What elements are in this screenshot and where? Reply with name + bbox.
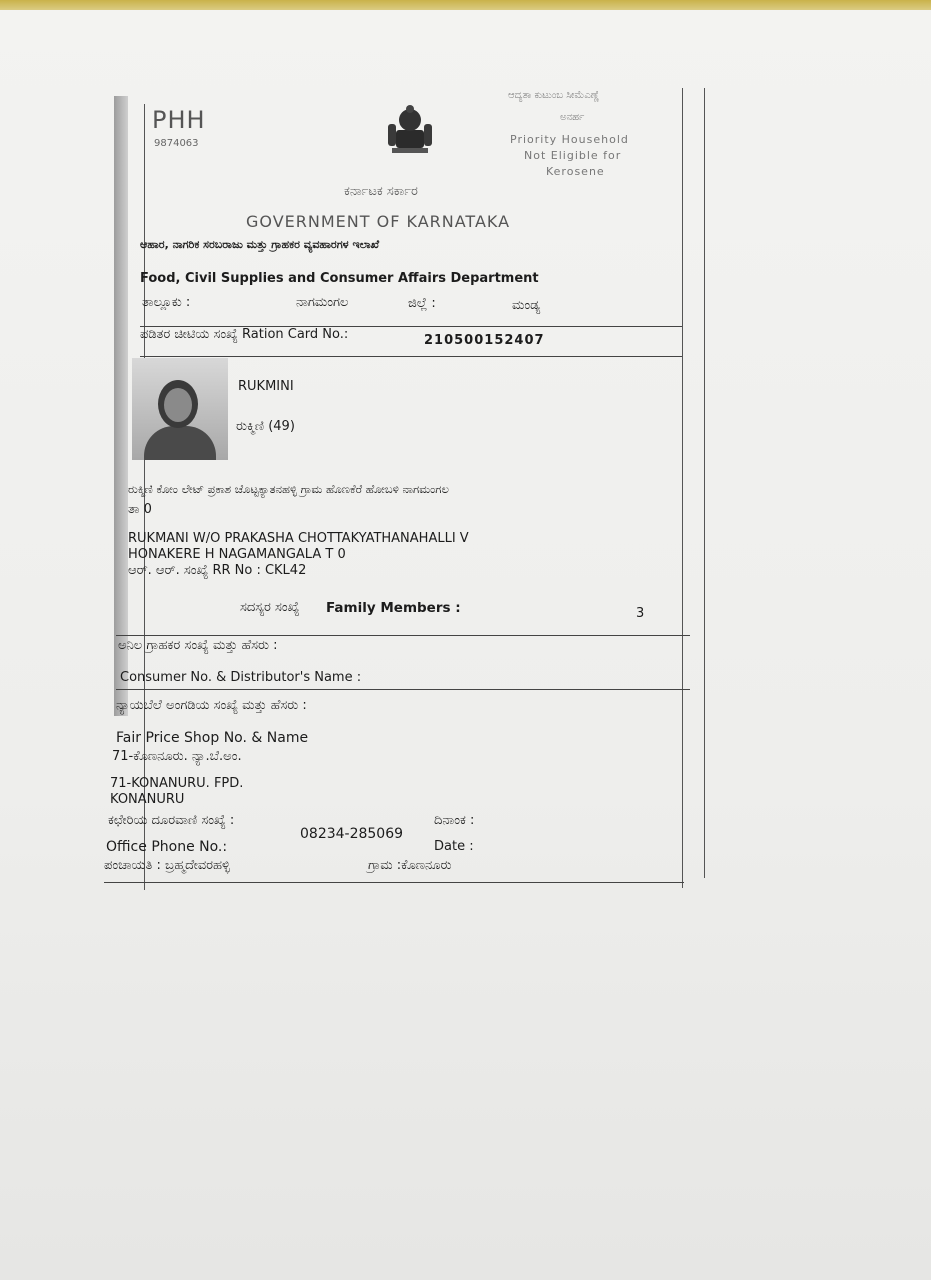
address-kannada-line-1: ರುಕ್ಮಿಣಿ ಕೋಂ ಲೇಟ್ ಪ್ರಕಾಶ ಚೊಟ್ಟಕ್ಯಾತನಹಳ್ಳಿ ಗ್ರಾಮ ಹೊಣಕೆರೆ ಹೋಬಳಿ ನಾಗಮಂಗಲ bbox=[128, 482, 449, 496]
rr-number: ಆರ್. ಆರ್. ಸಂಖ್ಯೆ RR No : CKL42 bbox=[128, 563, 307, 578]
status-line-1: Priority Household bbox=[510, 133, 629, 146]
status-kannada: ಆದ್ಯತಾ ಕುಟುಂಬ ಸೀಮೆಎಣ್ಣೆ bbox=[508, 90, 600, 101]
family-members-label: Family Members : bbox=[326, 600, 461, 616]
taluk-value: ನಾಗಮಂಗಲ bbox=[296, 295, 349, 310]
address-kannada-line-2: ತಾ 0 bbox=[128, 502, 152, 517]
date-label: Date : bbox=[434, 839, 474, 854]
card-outer-right-border bbox=[704, 88, 705, 878]
address-line-1: RUKMANI W/O PRAKASHA CHOTTAKYATHANAHALLI V bbox=[128, 531, 469, 546]
fair-price-shop-name-kannada: 71-ಕೊಣನೂರು. ನ್ಯಾ.ಬೆ.ಅಂ. bbox=[112, 749, 242, 764]
status-line-3: Kerosene bbox=[546, 165, 605, 178]
family-members-label-kannada: ಸದಸ್ಯರ ಸಂಖ್ಯೆ bbox=[240, 600, 300, 615]
card-bottom-border bbox=[104, 882, 684, 883]
family-members-count: 3 bbox=[636, 606, 645, 621]
date-label-kannada: ದಿನಾಂಕ : bbox=[434, 813, 475, 828]
category-code: PHH bbox=[152, 106, 206, 134]
office-phone-number: 08234-285069 bbox=[300, 826, 404, 842]
paper-sheet bbox=[0, 10, 931, 1280]
consumer-label: Consumer No. & Distributor's Name : bbox=[120, 670, 362, 685]
card-serial: 9874063 bbox=[154, 138, 199, 149]
fair-price-shop-name: 71-KONANURU. FPD. bbox=[110, 776, 244, 791]
holder-photo bbox=[132, 358, 228, 460]
card-left-edge-shadow bbox=[114, 96, 128, 716]
government-title-kannada: ಕರ್ನಾಟಕ ಸರ್ಕಾರ bbox=[344, 184, 418, 199]
status-line-2: Not Eligible for bbox=[524, 149, 622, 162]
divider bbox=[140, 356, 682, 357]
holder-name: RUKMINI bbox=[238, 379, 294, 394]
taluk-label: ತಾಲ್ಲೂಕು : bbox=[142, 295, 191, 310]
department-title: Food, Civil Supplies and Consumer Affairs Department bbox=[140, 271, 539, 286]
fair-price-shop-label-kannada: ನ್ಯಾಯಬೆಲೆ ಅಂಗಡಿಯ ಸಂಖ್ಯೆ ಮತ್ತು ಹೆಸರು : bbox=[116, 698, 307, 713]
panchayat: ಪಂಚಾಯತಿ : ಬ್ರಹ್ಮದೇವರಹಳ್ಳಿ bbox=[104, 858, 230, 873]
fair-price-shop-location: KONANURU bbox=[110, 792, 185, 807]
holder-name-kannada-age: ರುಕ್ಮಿಣಿ (49) bbox=[236, 419, 295, 434]
consumer-label-kannada: ಅನಿಲ ಗ್ರಾಹಕರ ಸಂಖ್ಯೆ ಮತ್ತು ಹೆಸರು : bbox=[118, 638, 278, 653]
ration-card-number: 210500152407 bbox=[424, 333, 545, 348]
office-phone-label: Office Phone No.: bbox=[106, 839, 228, 855]
address-line-2: HONAKERE H NAGAMANGALA T 0 bbox=[128, 547, 346, 562]
government-title: GOVERNMENT OF KARNATAKA bbox=[246, 212, 511, 231]
district-label: ಜಿಲ್ಲೆ : bbox=[408, 296, 436, 311]
status-kannada-2: ಅನರ್ಹ bbox=[560, 112, 585, 123]
department-kannada: ಆಹಾರ, ನಾಗರಿಕ ಸರಬರಾಜು ಮತ್ತು ಗ್ರಾಹಕರ ವ್ಯವಹಾರಗಳ ಇಲಾಖೆ bbox=[140, 238, 380, 251]
fair-price-shop-label: Fair Price Shop No. & Name bbox=[116, 730, 309, 746]
card-left-border bbox=[144, 104, 145, 890]
office-phone-label-kannada: ಕಛೇರಿಯ ದೂರವಾಣಿ ಸಂಖ್ಯೆ : bbox=[108, 813, 235, 828]
ration-card bbox=[100, 82, 712, 890]
ration-card-label: ಪಡಿತರ ಚೀಟಿಯ ಸಂಖ್ಯೆ Ration Card No.: bbox=[140, 327, 349, 342]
card-right-border bbox=[682, 88, 683, 888]
divider bbox=[116, 689, 690, 690]
karnataka-emblem-icon bbox=[382, 100, 438, 156]
village: ಗ್ರಾಮ :ಕೊಣನೂರು bbox=[368, 858, 452, 873]
district-value: ಮಂಡ್ಯ bbox=[512, 298, 541, 313]
divider bbox=[116, 635, 690, 636]
